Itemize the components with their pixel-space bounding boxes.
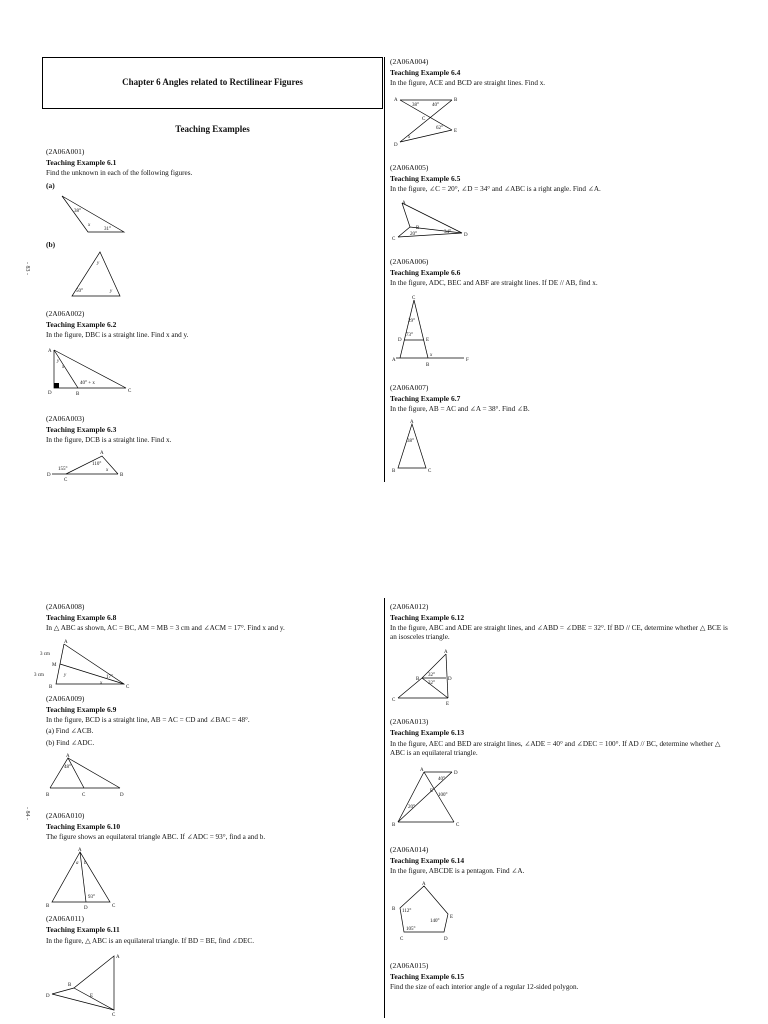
figure-6-5 [390,197,474,243]
example-title: Teaching Example 6.13 [390,728,465,737]
fig-label: 110° [92,462,102,467]
example-title: Teaching Example 6.7 [390,394,461,403]
fig-label: A [394,98,398,103]
fig-label: B [454,98,458,103]
figure-6-10 [44,846,120,910]
fig-label: A [392,358,396,363]
example-title: Teaching Example 6.9 [46,705,117,714]
example-text: The figure shows an equilateral triangle ABC. If ∠ADC = 93°, find a and b. [46,833,266,841]
fig-label: B [392,907,396,912]
figure-6-3 [44,448,128,482]
fig-label: 112° [402,909,412,914]
example-text: In the figure, ADC, BEC and ABF are straight lines. If DE // AB, find x. [390,279,598,287]
fig-label: C [112,904,116,909]
fig-label: B [46,904,50,909]
fig-label: C [128,389,132,394]
figure-6-12 [390,648,466,706]
fig-label: 40° [438,777,445,782]
fig-label: A [78,848,82,853]
fig-label: A [116,955,120,960]
fig-label: B [416,226,420,231]
chapter-title: Chapter 6 Angles related to Rectilinear Figures [122,77,303,87]
example-title: Teaching Example 6.8 [46,613,117,622]
fig-label: A [48,349,52,354]
example-code: (2A06A005) [390,163,429,172]
example-title: Teaching Example 6.2 [46,320,117,329]
example-title: Teaching Example 6.3 [46,425,117,434]
fig-label: D [46,994,50,999]
fig-label: E [450,915,454,920]
fig-label: C [64,478,68,482]
fig-label: a [76,861,79,866]
figure-6-9 [44,752,128,798]
figure-6-2 [44,344,136,396]
fig-label: B [76,392,80,396]
part-label: (b) [46,240,56,249]
fig-label: 38° [412,103,419,108]
fig-label: E [430,789,434,794]
fig-label: C [82,793,86,798]
example-code: (2A06A007) [390,383,429,392]
fig-label: E [446,702,450,706]
fig-label: C [456,823,460,828]
figure-6-14 [390,880,466,946]
fig-label: 40° [432,103,439,108]
fig-label: A [64,640,68,645]
fig-label: 140° [430,919,440,924]
fig-label: x [430,353,433,358]
example-text: In △ ABC as shown, AC = BC, AM = MB = 3 cm and ∠ACM = 17°. Find x and y. [46,624,285,632]
example-text: In the figure, BCD is a straight line, AB = AC = CD and ∠BAC = 48°. [46,716,250,724]
example-text: In the figure, ACE and BCD are straight lines. Find x. [390,79,546,87]
fig-label: E [90,994,94,999]
fig-label: D [444,937,448,942]
fig-label: A [422,882,426,887]
example-title: Teaching Example 6.14 [390,856,465,865]
example-text: In the figure, DCB is a straight line. Find x. [46,436,172,444]
example-code: (2A06A001) [46,147,85,156]
figure-6-1a [58,192,130,236]
example-code: (2A06A015) [390,961,429,970]
example-code: (2A06A006) [390,257,429,266]
fig-label: y [64,673,67,678]
example-title: Teaching Example 6.11 [46,925,120,934]
fig-label: x [88,223,91,228]
fig-label: y [110,289,113,294]
fig-label: C [428,469,432,474]
example-title: Teaching Example 6.15 [390,972,465,981]
example-code: (2A06A008) [46,602,85,611]
example-text: In the figure, AB = AC and ∠A = 38°. Find ∠B. [390,405,530,413]
fig-label: 93° [88,895,95,900]
example-code: (2A06A013) [390,717,429,726]
fig-label: 40° + x [80,381,95,386]
fig-label: x [100,681,103,686]
fig-label: y [97,261,100,266]
fig-label: 38° [74,209,81,214]
example-code: (2A06A011) [46,914,85,923]
part-label: (b) Find ∠ADC. [46,739,95,747]
fig-label: 48° [64,765,71,770]
example-text: In the figure, △ ABC is an equilateral triangle. If BD = BE, find ∠DEC. [46,937,255,945]
example-title: Teaching Example 6.10 [46,822,121,831]
example-text: Find the unknown in each of the following figures. [46,169,193,177]
fig-label: C [412,296,416,301]
fig-label: 155° [58,467,68,472]
fig-label: B [49,685,53,690]
figure-6-8 [34,638,134,690]
fig-label: C [392,698,396,703]
fig-label: 32° [428,681,435,686]
example-code: (2A06A004) [390,57,429,66]
fig-label: D [47,473,51,478]
fig-label: B [46,793,50,798]
example-text: In the figure, AEC and BED are straight lines, ∠ADE = 40° and ∠DEC = 100°. If AD // BC, determine whether △ ABC is an equilateral triangle. [390,740,721,757]
example-code: (2A06A014) [390,845,429,854]
part-label: (a) Find ∠ACB. [46,727,94,735]
fig-label: D [394,143,398,148]
fig-label: 31° [104,227,111,232]
fig-label: B [68,983,72,988]
figure-6-1b [64,250,124,300]
fig-label: 32° [428,673,435,678]
example-text: Find the size of each interior angle of a regular 12-sided polygon. [390,983,579,991]
fig-label: C [400,937,404,942]
fig-label: 38° [407,439,414,444]
example-code: (2A06A010) [46,811,85,820]
example-text: In the figure, DBC is a straight line. Find x and y. [46,331,189,339]
fig-label: x [106,468,109,473]
column-divider [384,598,385,1018]
fig-label: A [66,754,70,759]
fig-label: 20° [408,805,415,810]
example-code: (2A06A009) [46,694,85,703]
fig-label: A [444,650,448,655]
fig-label: 100° [438,793,448,798]
fig-label: 105° [406,927,416,932]
figure-6-7 [390,418,440,476]
fig-label: 3 cm [34,673,44,678]
fig-label: b [84,861,87,866]
fig-label: D [398,338,402,343]
fig-label: 73° [406,333,413,338]
fig-label: D [48,391,52,396]
fig-label: A [100,451,104,456]
fig-label: x [62,365,65,370]
fig-label: B [392,823,396,828]
fig-label: E [454,129,458,134]
fig-label: C [112,1013,116,1016]
fig-label: 17° [106,675,113,680]
fig-label: 50° [76,289,83,294]
example-code: (2A06A002) [46,309,85,318]
fig-label: x [408,135,411,140]
column-divider [384,57,385,482]
page-number: - 83 - [24,262,30,275]
fig-label: 3 cm [40,652,50,657]
fig-label: 62° [436,126,443,131]
fig-label: B [426,363,430,368]
fig-label: B [120,473,124,478]
fig-label: C [392,237,396,242]
example-code: (2A06A003) [46,414,85,423]
fig-label: C [422,117,426,122]
example-code: (2A06A012) [390,602,429,611]
fig-label: B [416,677,420,682]
fig-label: D [448,677,452,682]
fig-label: D [454,771,458,776]
fig-label: M [52,663,57,668]
fig-label: D [464,233,468,238]
fig-label: 29° [408,319,415,324]
fig-label: A [420,768,424,773]
fig-label: 34° [444,230,451,235]
fig-label: D [84,906,88,910]
fig-label: y [57,359,60,364]
fig-label: B [392,469,396,474]
example-title: Teaching Example 6.1 [46,158,117,167]
fig-label: E [426,338,430,343]
fig-label: A [402,201,406,206]
fig-label: 20° [410,232,417,237]
section-title: Teaching Examples [175,124,250,134]
figure-6-13 [390,766,470,830]
fig-label: D [120,793,124,798]
fig-label: C [126,685,130,690]
example-text: In the figure, ABCDE is a pentagon. Find ∠A. [390,867,525,875]
example-text: In the figure, ∠C = 20°, ∠D = 34° and ∠ABC is a right angle. Find ∠A. [390,185,601,193]
page-number: - 84 - [24,807,30,820]
example-text: In the figure, ABC and ADE are straight lines, and ∠ABD = ∠DBE = 32°. If BD // CE, determine whether △ BCE is an isosceles triangle. [390,624,728,641]
figure-6-11 [44,950,128,1016]
figure-6-4 [390,92,466,150]
example-title: Teaching Example 6.4 [390,68,461,77]
part-label: (a) [46,181,55,190]
fig-label: A [410,420,414,425]
example-title: Teaching Example 6.5 [390,174,461,183]
example-title: Teaching Example 6.6 [390,268,461,277]
figure-6-6 [390,294,474,370]
fig-label: F [466,358,469,363]
example-title: Teaching Example 6.12 [390,613,465,622]
